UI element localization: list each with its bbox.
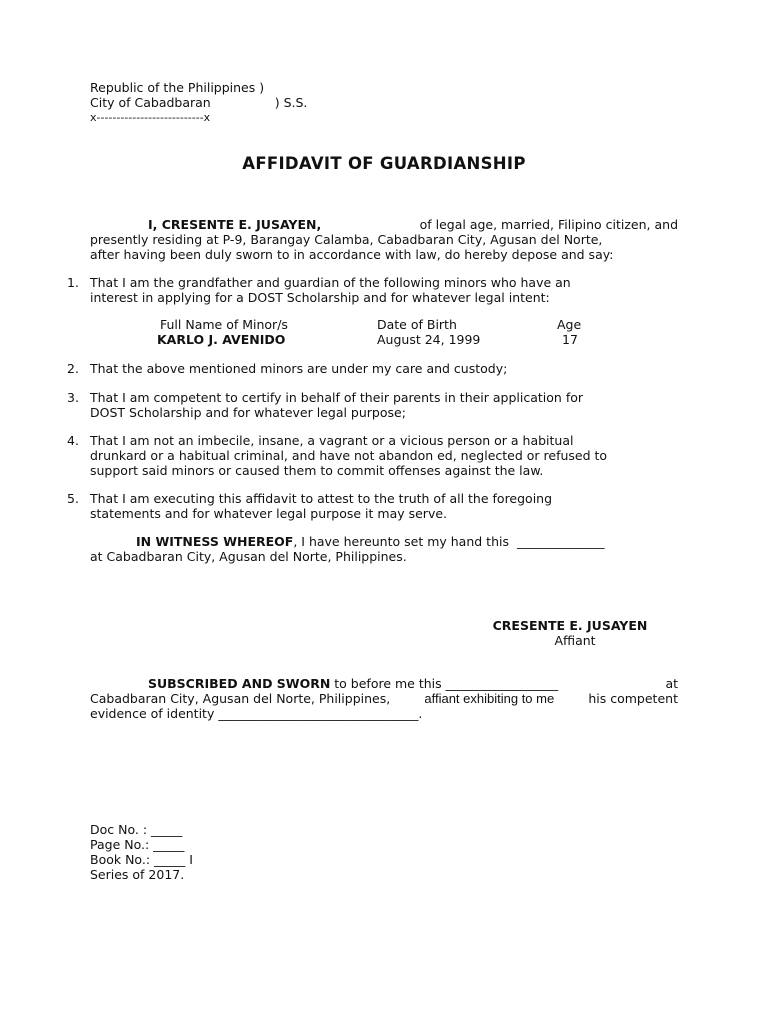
table-cell-name: KARLO J. AVENIDO <box>157 332 286 347</box>
item-4-text-2: drunkard or a habitual criminal, and have not abandon ed, neglected or refused to <box>90 448 608 463</box>
witness-text-2: at Cabadbaran City, Agusan del Norte, Philippines. <box>90 549 407 564</box>
table-header-name: Full Name of Minor/s <box>160 317 288 332</box>
table-cell-age: 17 <box>562 332 578 347</box>
jurat-paragraph <box>90 676 678 721</box>
jurat-text-3b: . <box>418 706 423 721</box>
witness-text-1: , I have hereunto set my hand this <box>293 534 509 549</box>
item-2-text-1: That the above mentioned minors are under my care and custody; <box>90 361 508 376</box>
jurat-text-3a: evidence of identity <box>90 706 215 721</box>
intro-text-2: presently residing at P-9, Barangay Calamba, Cabadbaran City, Agusan del Norte, <box>90 232 603 247</box>
ss-label: ) S.S. <box>274 95 308 110</box>
item-4-text-1: That I am not an imbecile, insane, a vagrant or a vicious person or a habitual <box>90 433 574 448</box>
jurat-id-blank: ________________________________ <box>218 706 419 721</box>
intro-paragraph <box>90 217 678 262</box>
item-2 <box>90 361 678 376</box>
jurisdiction-line-1: Republic of the Philippines ) <box>90 80 265 95</box>
affiant-signature-name: CRESENTE E. JUSAYEN <box>492 618 648 633</box>
separator-line: x---------------------------x <box>90 111 211 124</box>
jurat-date-blank: __________________ <box>445 676 559 691</box>
item-number-1: 1. <box>67 275 79 290</box>
witness-paragraph <box>90 534 678 564</box>
page-no: Page No.: _____ <box>90 837 185 852</box>
item-3-text-2: DOST Scholarship and for whatever legal purpose; <box>90 405 406 420</box>
jurat-text-1a: to before me this <box>334 676 442 691</box>
doc-no: Doc No. : _____ <box>90 822 183 837</box>
item-5-text-2: statements and for whatever legal purpose it may serve. <box>90 506 448 521</box>
intro-line-1 <box>90 217 678 232</box>
intro-line-2 <box>90 232 678 247</box>
intro-text-1: of legal age, married, Filipino citizen, and <box>419 217 678 232</box>
jurat-text-2a: Cabadbaran City, Agusan del Norte, Philippines, <box>90 691 391 706</box>
jurat-text-2c: his competent <box>588 691 678 706</box>
affiant-label: Affiant <box>554 633 596 648</box>
jurisdiction-line-2 <box>90 95 307 110</box>
item-number-2: 2. <box>67 361 79 376</box>
jurat-text-1b: at <box>665 676 678 691</box>
item-3 <box>90 390 678 420</box>
affiant-name-inline: I, CRESENTE E. JUSAYEN, <box>148 217 322 232</box>
item-3-text-1: That I am competent to certify in behalf of their parents in their application for <box>90 390 584 405</box>
item-5-text-1: That I am executing this affidavit to attest to the truth of all the foregoing <box>90 491 553 506</box>
item-number-3: 3. <box>67 390 79 405</box>
intro-line-3 <box>90 247 678 262</box>
document-title: AFFIDAVIT OF GUARDIANSHIP <box>242 154 526 173</box>
jurat-text-2b: affiant exhibiting to me <box>424 691 555 706</box>
item-1 <box>90 275 678 305</box>
intro-text-3: after having been duly sworn to in accordance with law, do hereby depose and say: <box>90 247 614 262</box>
item-5 <box>90 491 678 521</box>
jurat-lead: SUBSCRIBED AND SWORN <box>148 676 331 691</box>
item-1-text-1: That I am the grandfather and guardian of the following minors who have an <box>90 275 571 290</box>
witness-lead: IN WITNESS WHEREOF <box>136 534 294 549</box>
item-4 <box>90 433 678 478</box>
item-number-4: 4. <box>67 433 79 448</box>
table-header-age: Age <box>557 317 582 332</box>
item-4-text-3: support said minors or caused them to commit offenses against the law. <box>90 463 544 478</box>
table-header-dob: Date of Birth <box>377 317 457 332</box>
city-label: City of Cabadbaran <box>90 95 211 110</box>
item-number-5: 5. <box>67 491 79 506</box>
witness-date-blank: ______________ <box>516 534 605 549</box>
item-1-text-2: interest in applying for a DOST Scholarship and for whatever legal intent: <box>90 290 550 305</box>
book-no: Book No.: _____ I <box>90 852 193 867</box>
table-cell-dob: August 24, 1999 <box>377 332 481 347</box>
series: Series of 2017. <box>90 867 185 882</box>
